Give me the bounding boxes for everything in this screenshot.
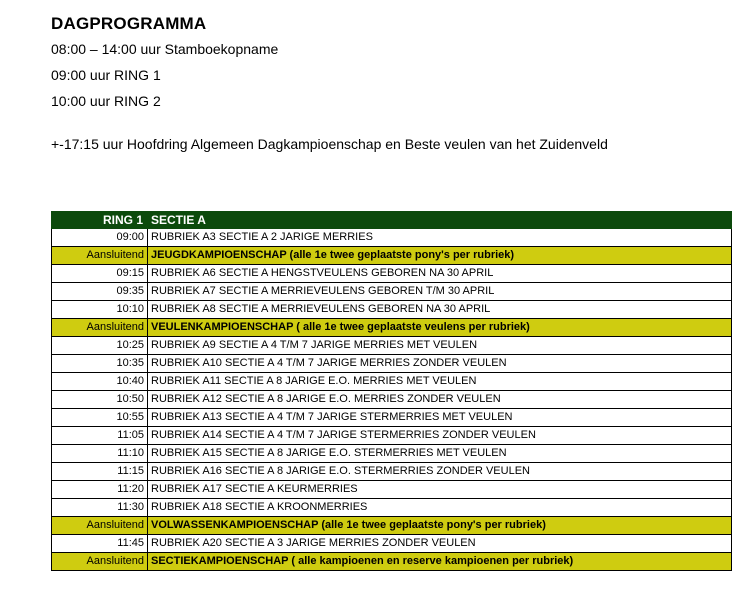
table-row — [52, 499, 732, 517]
description-cell: RUBRIEK A13 SECTIE A 4 T/M 7 JARIGE STERMERRIES MET VEULEN — [148, 409, 732, 427]
championship-row — [52, 517, 732, 535]
page-title: DAGPROGRAMMA — [51, 14, 207, 33]
section-header: SECTIE A — [148, 212, 732, 229]
championship-row — [52, 319, 732, 337]
time-cell: 10:25 — [52, 337, 148, 355]
time-cell: 11:05 — [52, 427, 148, 445]
table-row — [52, 301, 732, 319]
table-row — [52, 481, 732, 499]
description-cell: VEULENKAMPIOENSCHAP ( alle 1e twee geplaatste veulens per rubriek) — [148, 319, 732, 337]
schedule-line-ring-2: 10:00 uur RING 2 — [51, 93, 161, 109]
time-cell: 10:55 — [52, 409, 148, 427]
time-cell: 09:35 — [52, 283, 148, 301]
description-cell: RUBRIEK A16 SECTIE A 8 JARIGE E.O. STERMERRIES ZONDER VEULEN — [148, 463, 732, 481]
time-cell: 11:15 — [52, 463, 148, 481]
description-cell: RUBRIEK A7 SECTIE A MERRIEVEULENS GEBOREN T/M 30 APRIL — [148, 283, 732, 301]
description-cell: SECTIEKAMPIOENSCHAP ( alle kampioenen en reserve kampioenen per rubriek) — [148, 553, 732, 571]
table-row — [52, 265, 732, 283]
time-cell: 11:30 — [52, 499, 148, 517]
championship-announcement: +-17:15 uur Hoofdring Algemeen Dagkampioenschap en Beste veulen van het Zuidenveld — [51, 136, 608, 152]
table-row — [52, 337, 732, 355]
time-cell: 10:50 — [52, 391, 148, 409]
championship-row — [52, 553, 732, 571]
table-row — [52, 535, 732, 553]
schedule-line-ring-1: 09:00 uur RING 1 — [51, 67, 161, 83]
time-cell: 09:00 — [52, 229, 148, 247]
time-cell: 11:10 — [52, 445, 148, 463]
description-cell: RUBRIEK A6 SECTIE A HENGSTVEULENS GEBOREN NA 30 APRIL — [148, 265, 732, 283]
table-row — [52, 445, 732, 463]
time-cell: Aansluitend — [52, 517, 148, 535]
schedule-line-stamboekopname: 08:00 – 14:00 uur Stamboekopname — [51, 41, 279, 57]
time-cell: 10:10 — [52, 301, 148, 319]
time-cell: 10:40 — [52, 373, 148, 391]
time-cell: 11:45 — [52, 535, 148, 553]
time-cell: 09:15 — [52, 265, 148, 283]
table-row — [52, 373, 732, 391]
description-cell: RUBRIEK A15 SECTIE A 8 JARIGE E.O. STERMERRIES MET VEULEN — [148, 445, 732, 463]
description-cell: RUBRIEK A9 SECTIE A 4 T/M 7 JARIGE MERRIES MET VEULEN — [148, 337, 732, 355]
time-cell: Aansluitend — [52, 319, 148, 337]
time-cell: 10:35 — [52, 355, 148, 373]
table-row — [52, 283, 732, 301]
description-cell: RUBRIEK A11 SECTIE A 8 JARIGE E.O. MERRIES MET VEULEN — [148, 373, 732, 391]
description-cell: VOLWASSENKAMPIOENSCHAP (alle 1e twee geplaatste pony's per rubriek) — [148, 517, 732, 535]
table-row — [52, 463, 732, 481]
table-row — [52, 229, 732, 247]
time-cell: Aansluitend — [52, 553, 148, 571]
time-cell: 11:20 — [52, 481, 148, 499]
description-cell: RUBRIEK A18 SECTIE A KROONMERRIES — [148, 499, 732, 517]
schedule-table — [51, 211, 732, 571]
table-header-row — [52, 212, 732, 229]
description-cell: JEUGDKAMPIOENSCHAP (alle 1e twee geplaatste pony's per rubriek) — [148, 247, 732, 265]
description-cell: RUBRIEK A14 SECTIE A 4 T/M 7 JARIGE STERMERRIES ZONDER VEULEN — [148, 427, 732, 445]
championship-row — [52, 247, 732, 265]
table-row — [52, 355, 732, 373]
time-cell: Aansluitend — [52, 247, 148, 265]
table-row — [52, 427, 732, 445]
description-cell: RUBRIEK A17 SECTIE A KEURMERRIES — [148, 481, 732, 499]
description-cell: RUBRIEK A3 SECTIE A 2 JARIGE MERRIES — [148, 229, 732, 247]
ring-header: RING 1 — [52, 212, 148, 229]
description-cell: RUBRIEK A12 SECTIE A 8 JARIGE E.O. MERRIES ZONDER VEULEN — [148, 391, 732, 409]
table-row — [52, 391, 732, 409]
description-cell: RUBRIEK A8 SECTIE A MERRIEVEULENS GEBOREN NA 30 APRIL — [148, 301, 732, 319]
description-cell: RUBRIEK A20 SECTIE A 3 JARIGE MERRIES ZONDER VEULEN — [148, 535, 732, 553]
description-cell: RUBRIEK A10 SECTIE A 4 T/M 7 JARIGE MERRIES ZONDER VEULEN — [148, 355, 732, 373]
table-row — [52, 409, 732, 427]
